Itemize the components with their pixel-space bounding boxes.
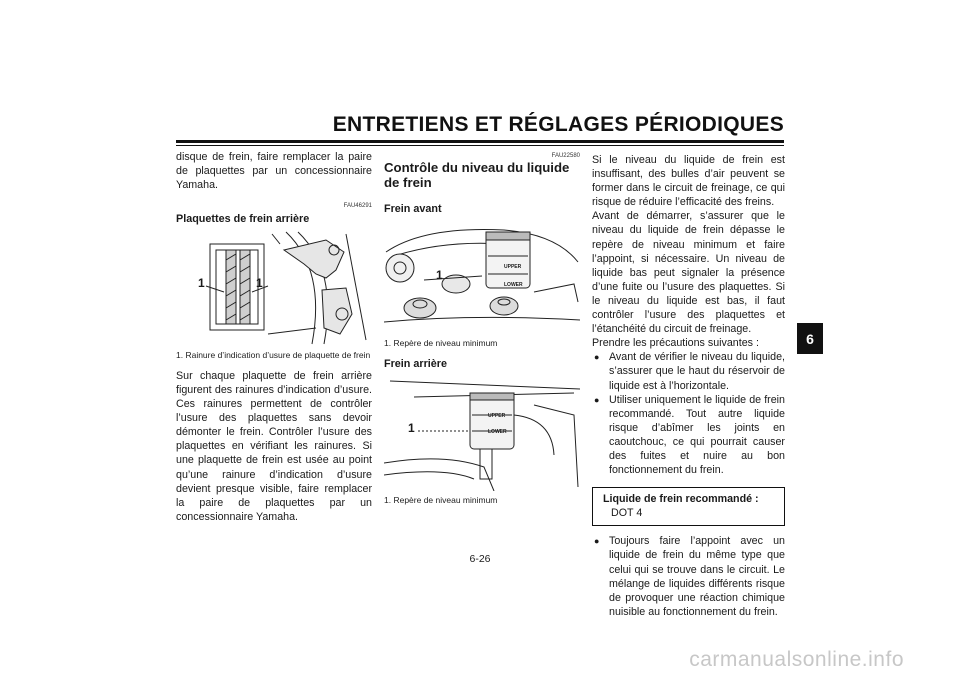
front-lower-mark: LOWER bbox=[504, 282, 523, 289]
rear-pads-body: Sur chaque plaquette de frein arrière figurent des rainures d’indication d’usure. Ces rainures permettent de contrôler l’usure des plaquettes sans devoir démonter le frein. Contrôler l’usure des plaquettes en vérifiant les rainures. Si une plaquette de frein est usée au point qu’une rainure d’indication d’usure devient presque visible, faire remplacer la paire de plaquettes par un concessionnaire Yamaha. bbox=[176, 369, 372, 523]
figure-callout-1: 1 bbox=[436, 268, 443, 283]
bullet-dot-icon: ● bbox=[594, 352, 600, 363]
rear-pads-caption: 1. Rainure d’indication d’usure de plaquette de frein bbox=[176, 350, 371, 361]
list-item: ● Utiliser uniquement le liquide de frein recommandé. Tout autre liquide risque d’abîmer les joints en caoutchouc, ce qui pourrait causer des fuites et nuire au bon fonctionnement du frein. bbox=[594, 393, 785, 477]
watermark: carmanualsonline.info bbox=[689, 648, 904, 671]
column-left bbox=[176, 150, 372, 524]
section-code: FAU22580 bbox=[551, 153, 580, 159]
figure-callout-1: 1 bbox=[408, 420, 415, 435]
recommended-fluid-label: Liquide de frein recommandé : bbox=[603, 493, 759, 506]
column-middle bbox=[384, 150, 580, 513]
header-rule-thick bbox=[176, 140, 784, 143]
column-right bbox=[592, 153, 785, 619]
section-title: Contrôle du niveau du liquide de frein bbox=[384, 160, 570, 190]
rear-lower-mark: LOWER bbox=[488, 428, 507, 435]
page-title: ENTRETIENS ET RÉGLAGES PÉRIODIQUES bbox=[332, 113, 784, 136]
intro-paragraph: disque de frein, faire remplacer la paire de plaquettes par un concessionnaire Yamaha. bbox=[176, 151, 372, 192]
rear-brake-caption: 1. Repère de niveau minimum bbox=[384, 494, 498, 505]
list-item: ● Toujours faire l’appoint avec un liquide de frein du même type que celui qui se trouve dans le circuit. Le mélange de liquides différents risque de provoquer une réaction chimique nuisible au fonctionnement du frein. bbox=[594, 535, 785, 618]
front-reservoir-figure bbox=[384, 222, 580, 334]
recommended-fluid-value: DOT 4 bbox=[611, 507, 643, 520]
front-brake-subtitle: Frein avant bbox=[384, 203, 442, 215]
header-rule-thin bbox=[176, 145, 784, 146]
rear-pads-subtitle: Plaquettes de frein arrière bbox=[176, 213, 310, 226]
brake-caliper-drawing bbox=[176, 230, 372, 346]
recommended-fluid-box bbox=[592, 487, 785, 526]
list-item: ● Avant de vérifier le niveau du liquide, s’assurer que le haut du réservoir de liquide est à l’horizontale. bbox=[594, 351, 785, 392]
paragraph-air-bubbles: Si le niveau du liquide de frein est insuffisant, des bulles d’air peuvent se former dans le circuit de freinage, ce qui risque de réduire l’efficacité des freins. bbox=[592, 154, 785, 209]
rear-brake-subtitle: Frein arrière bbox=[384, 357, 448, 370]
front-brake-caption: 1. Repère de niveau minimum bbox=[384, 338, 498, 349]
chapter-tab[interactable]: 6 bbox=[797, 323, 823, 354]
section-code: FAU46291 bbox=[343, 203, 372, 210]
figure-callout-1a: 1 bbox=[198, 276, 205, 291]
bullet-dot-icon: ● bbox=[594, 536, 600, 547]
rear-reservoir-figure bbox=[384, 375, 580, 491]
paragraph-precautions: Prendre les précautions suivantes : bbox=[592, 337, 759, 350]
page-number: 6-26 bbox=[469, 553, 491, 565]
paragraph-check-level: Avant de démarrer, s’assurer que le niveau du liquide de frein dépasse le repère de niveau minimum et faire l’appoint, si nécessaire. Un niveau de liquide bas peut signaler la présence d’une fuite ou l’usure des plaquettes. Si le niveau du liquide est bas, il faut contrôler l’usure des plaquettes et l’étanchéité du circuit de freinage. bbox=[592, 210, 785, 336]
bullet-dot-icon: ● bbox=[594, 394, 600, 405]
rear-upper-mark: UPPER bbox=[488, 412, 506, 419]
figure-callout-1b: 1 bbox=[256, 276, 263, 291]
front-reservoir-drawing bbox=[384, 222, 580, 334]
rear-pads-figure bbox=[176, 230, 372, 346]
front-upper-mark: UPPER bbox=[504, 264, 522, 271]
